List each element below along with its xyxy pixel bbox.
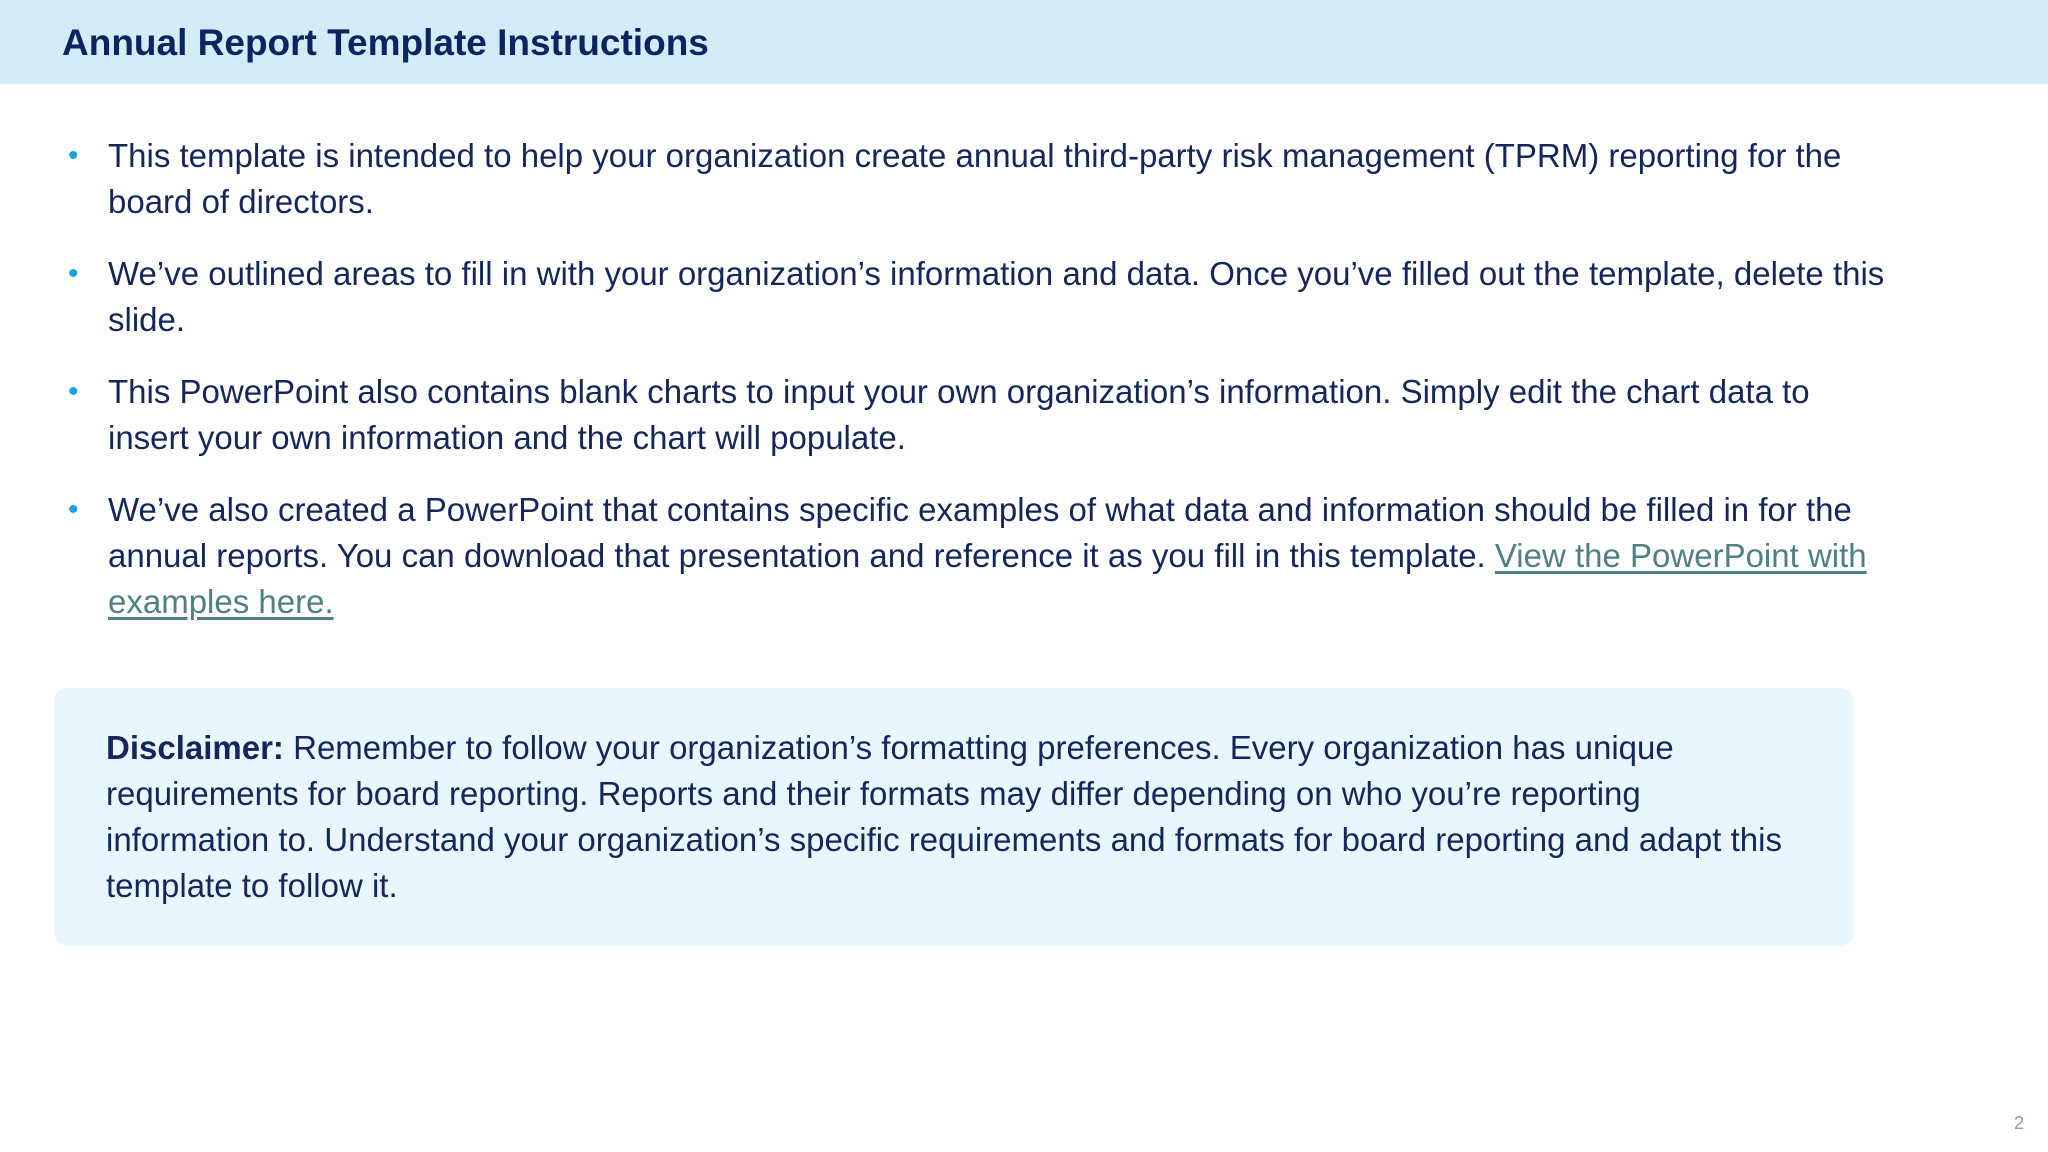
page-number: 2 (2013, 1113, 2024, 1133)
disclaimer-label: Disclaimer: (106, 729, 284, 766)
instruction-text: We’ve also created a PowerPoint that contains specific examples of what data and information should be filled in for the annual reports. You can download that presentation and reference it as you fill in this template. (108, 491, 1852, 574)
instruction-text: This PowerPoint also contains blank charts to input your own organization’s information. Simply edit the chart data to insert your own information and the chart will populate. (108, 373, 1810, 456)
bullet-dot-icon: • (68, 375, 79, 408)
instruction-text: We’ve outlined areas to fill in with your organization’s information and data. Once you’ve filled out the template, delete this slide. (108, 255, 1885, 338)
bullet-dot-icon: • (68, 493, 79, 526)
instruction-item (68, 251, 1898, 343)
bullet-dot-icon: • (68, 257, 79, 290)
disclaimer-box (54, 688, 1854, 946)
title-bar (0, 0, 2048, 84)
view-examples-link[interactable]: View the PowerPoint with examples here. (108, 537, 1867, 620)
instruction-item (68, 369, 1898, 461)
bullet-dot-icon: • (68, 139, 79, 172)
slide-title: Annual Report Template Instructions (62, 22, 709, 63)
instruction-item (68, 487, 1898, 625)
instruction-item (68, 133, 1898, 225)
instruction-list (68, 133, 1898, 651)
disclaimer-text: Remember to follow your organization’s formatting preferences. Every organization has unique requirements for board reporting. Reports and their formats may differ depending on who you’re reporting information to. Understand your organization’s specific requirements and formats for board reporting and adapt this template to follow it. (106, 729, 1782, 904)
instruction-text: This template is intended to help your organization create annual third-party risk management (TPRM) reporting for the board of directors. (108, 137, 1842, 220)
